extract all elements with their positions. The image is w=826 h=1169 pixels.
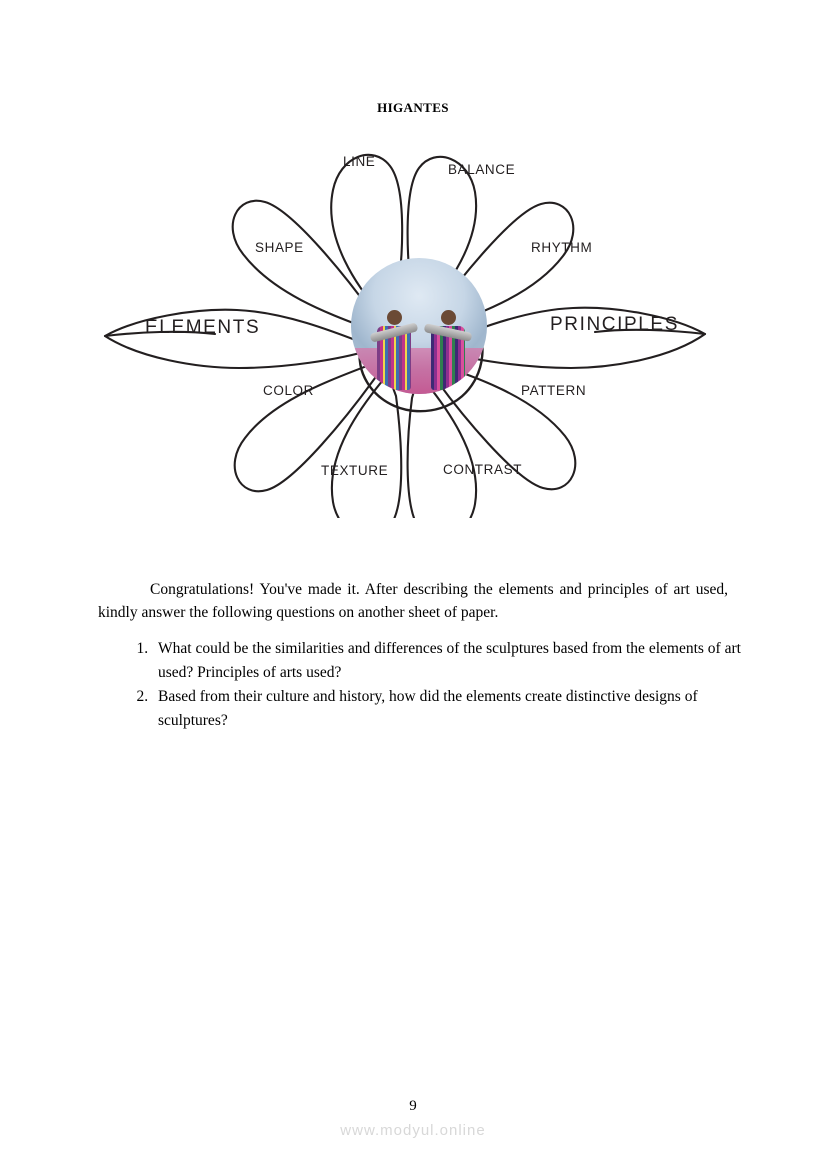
petal-label-pattern: PATTERN bbox=[521, 383, 587, 398]
petal-label-line: LINE bbox=[343, 154, 376, 169]
petal-label-color: COLOR bbox=[263, 383, 315, 398]
petal-label-texture: TEXTURE bbox=[321, 463, 389, 478]
petal-label-shape: SHAPE bbox=[255, 240, 304, 255]
page-number: 9 bbox=[409, 1098, 417, 1114]
higantes-photo bbox=[351, 258, 487, 394]
side-label-elements: ELEMENTS bbox=[145, 317, 261, 338]
petal-label-balance: BALANCE bbox=[448, 162, 516, 177]
questions-list bbox=[122, 637, 760, 733]
flower-diagram bbox=[85, 118, 725, 518]
list-item: 1. What could be the similarities and differences of the sculptures based from the elements of art used? Principles of arts used? bbox=[152, 637, 760, 684]
instructions-text: Congratulations! You've made it. After describing the elements and principles of art used, kindly answer the following questions on another sheet of paper. bbox=[98, 581, 728, 622]
page-title: HIGANTES bbox=[377, 100, 449, 115]
instructions-paragraph bbox=[98, 578, 728, 625]
petal-label-rhythm: RHYTHM bbox=[531, 240, 593, 255]
figure-left bbox=[377, 310, 411, 390]
watermark: www.modyul.online bbox=[340, 1122, 486, 1139]
side-label-principles: PRINCIPLES bbox=[550, 314, 679, 335]
list-item: 2. Based from their culture and history, how did the elements create distinctive designs of sculptures? bbox=[152, 685, 760, 732]
petal-label-contrast: CONTRAST bbox=[443, 462, 523, 477]
figure-right bbox=[431, 310, 465, 390]
